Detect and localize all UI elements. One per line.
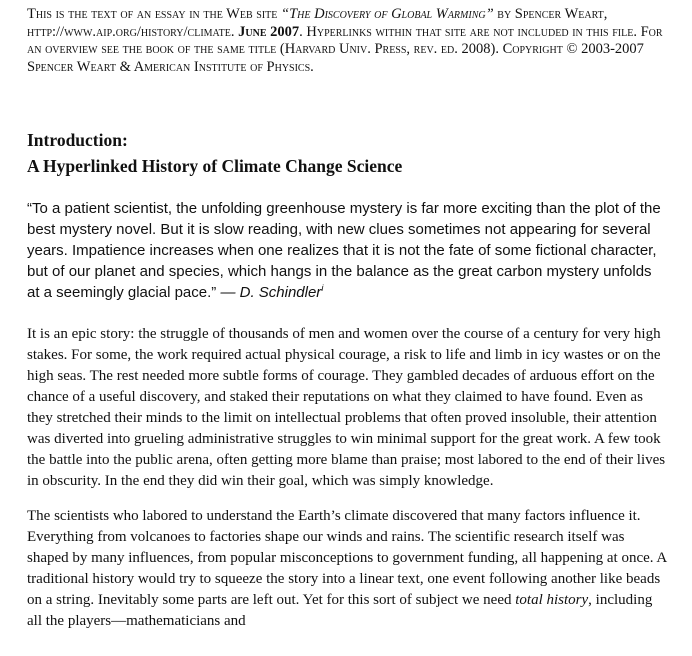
- body-paragraph-2: [27, 506, 667, 632]
- footnote-marker: i: [321, 283, 324, 293]
- quote-text: “To a patient scientist, the unfolding greenhouse mystery is far more exciting than the plot of the best mystery novel. But it is slow reading, with new clues sometimes not appearing for several years. Impatience increases when one realizes that it is not the fate of some fictional character, but of our planet and species, which hangs in the balance as the great carbon mystery unfolds at a seemingly glacial pace.”: [27, 200, 661, 301]
- heading-line-title: A Hyperlinked History of Climate Change Science: [27, 156, 403, 176]
- quote-paragraph: [27, 198, 667, 303]
- section-heading: [27, 127, 667, 179]
- quote-attribution: — D. Schindler: [220, 284, 322, 301]
- body-paragraph-2-text-2: , including all the players—mathematicians and: [27, 592, 653, 629]
- italic-phrase-total-history: total history: [515, 592, 589, 608]
- publication-date: June 2007: [238, 23, 300, 40]
- header-note-text-3: . Hyperlinks within that site are not included in this file. For an overview see the book of the same title (Harvard Univ. Press, rev. ed. 2008). Copyright © 2003-2007 Spencer Weart & American Institute of Physics.: [27, 23, 663, 75]
- header-note-text-2: by Spencer Weart, http://www.aip.org/history/climate.: [27, 6, 608, 40]
- body-paragraph-1: [27, 324, 667, 492]
- heading-line-introduction: Introduction:: [27, 130, 128, 150]
- header-note: [27, 6, 667, 76]
- header-note-text-1: This is the text of an essay in the Web site: [27, 6, 282, 22]
- body-paragraph-2-text-1: The scientists who labored to understand the Earth’s climate discovered that many factors influence it. Everything from volcanoes to factories shape our winds and rains. The scientific research itself was shaped by many influences, from popular misconceptions to government funding, all happening at once. A traditional history would try to squeeze the story into a linear text, one event following another like beads on a string. Inevitably some parts are left out. Yet for this sort of subject we need: [27, 508, 667, 608]
- essay-title: “The Discovery of Global Warming”: [281, 6, 494, 22]
- body-paragraph-1-text: It is an epic story: the struggle of thousands of men and women over the course of a century for very high stakes. For some, the work required actual physical courage, a risk to life and limb in icy wastes or on the high seas. The rest needed more subtle forms of courage. They gambled decades of arduous effort on the chance of a useful discovery, and staked their reputations on what they claimed to have found. Even as they stretched their minds to the limit on intellectual problems that often proved insoluble, their attention was diverted into grueling administrative struggles to win minimal support for the great work. A few took the battle into the public arena, often getting more blame than praise; most labored to the end of their lives in obscurity. In the end they did win their goal, which was simply knowledge.: [27, 326, 666, 489]
